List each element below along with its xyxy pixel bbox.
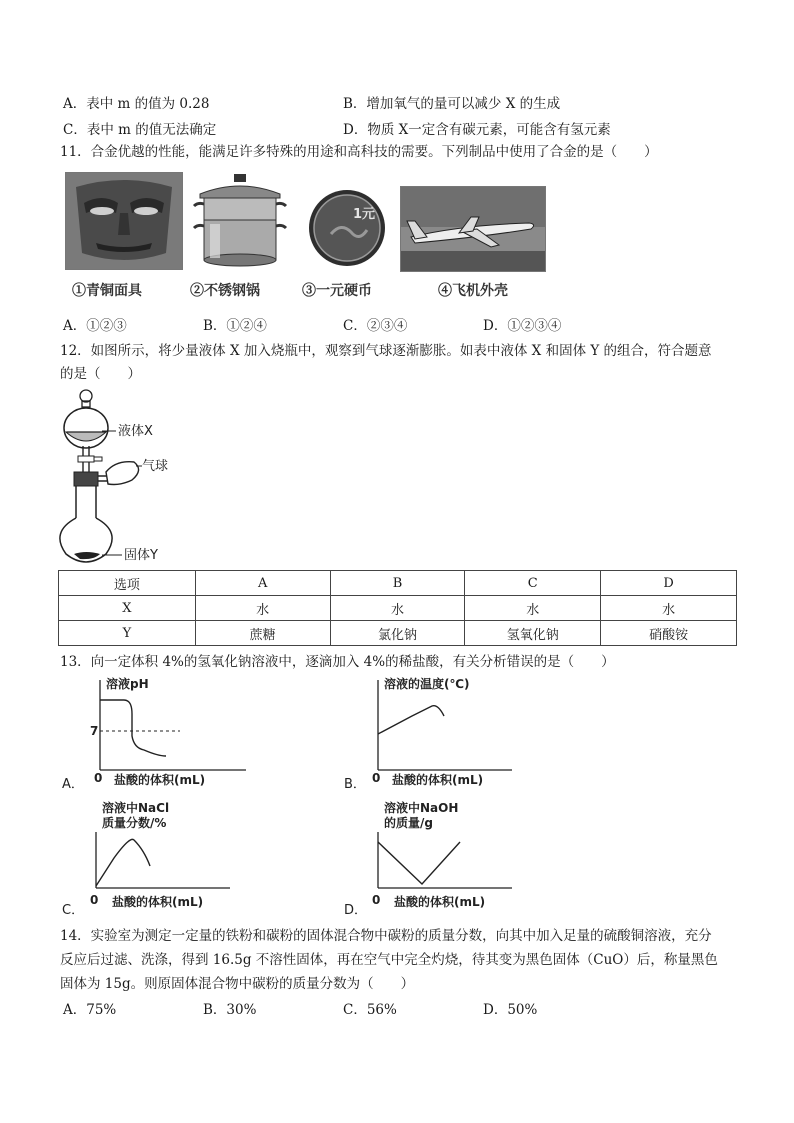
- table-cell: 水: [330, 596, 465, 621]
- q12-stem-line1: 12．如图所示，将少量液体 X 加入烧瓶中，观察到气球逐渐膨胀。如表中液体 X 和固体 Y 的组合，符合题意: [60, 343, 712, 359]
- steel-pot-photo: [190, 172, 290, 272]
- q11-caption-1: ①青铜面具: [72, 283, 142, 299]
- graph-a-xlabel: 盐酸的体积(mL): [114, 773, 206, 787]
- graph-c-ylabel-1: 溶液中NaCl: [102, 801, 170, 815]
- q10-option-a: A．表中 m 的值为 0.28: [63, 96, 210, 112]
- q11-option-d: D．①②③④: [483, 318, 562, 334]
- q13-stem: 13．向一定体积 4%的氢氧化钠溶液中，逐滴加入 4%的稀盐酸，有关分析错误的是（ ）: [60, 654, 615, 670]
- table-cell: 硝酸铵: [601, 621, 737, 646]
- table-cell: D: [601, 571, 737, 596]
- graph-a-mark-7: 7: [90, 724, 99, 738]
- graph-d-naoh-mass: [340, 796, 540, 918]
- table-cell: A: [195, 571, 330, 596]
- solid-y-label: 固体Y: [124, 548, 158, 563]
- q10-option-c: C．表中 m 的值无法确定: [63, 122, 217, 138]
- table-cell: C: [465, 571, 601, 596]
- bronze-mask-photo: [65, 172, 183, 270]
- graph-c-origin: 0: [90, 893, 99, 907]
- table-cell: X: [59, 596, 196, 621]
- q14-line1: 14．实验室为测定一定量的铁粉和碳粉的固体混合物中碳粉的质量分数，向其中加入足量的硫酸铜溶液，充分: [60, 928, 712, 944]
- q11-caption-3: ③一元硬币: [302, 283, 372, 299]
- q14-option-b: B．30%: [203, 1002, 257, 1018]
- graph-c-xlabel: 盐酸的体积(mL): [112, 895, 204, 909]
- graph-b-temperature: [340, 672, 540, 790]
- graph-b-letter: B．: [344, 777, 366, 790]
- graph-b-origin: 0: [372, 771, 381, 785]
- airplane-photo: [400, 186, 546, 272]
- table-cell: Y: [59, 621, 196, 646]
- q12-stem-line2: 的是（ ）: [60, 366, 141, 382]
- q14-option-c: C．56%: [343, 1002, 397, 1018]
- graph-b-ylabel: 溶液的温度(℃): [384, 677, 470, 691]
- graph-d-xlabel: 盐酸的体积(mL): [394, 895, 486, 909]
- coin-image: [305, 186, 389, 270]
- flask-apparatus-diagram: [58, 386, 208, 568]
- table-row: [59, 621, 737, 646]
- table-cell: 蔗糖: [195, 621, 330, 646]
- bronze-mask-image: [66, 173, 182, 269]
- graph-c-nacl-fraction: [58, 796, 258, 918]
- balloon-label: 气球: [142, 459, 169, 474]
- coin-photo: [305, 186, 389, 270]
- table-cell: 水: [195, 596, 330, 621]
- table-cell: 选项: [59, 571, 196, 596]
- q11-option-a: A．①②③: [63, 318, 127, 334]
- table-row: [59, 596, 737, 621]
- graph-c-letter: C．: [62, 903, 85, 918]
- q11-option-b: B．①②④: [203, 318, 267, 334]
- table-cell: 水: [465, 596, 601, 621]
- q14-option-d: D．50%: [483, 1002, 538, 1018]
- q14-line2: 反应后过滤、洗涤，得到 16.5g 不溶性固体，再在空气中完全灼烧，待其变为黑色固体（CuO）后，称量黑色: [60, 952, 718, 968]
- q14-option-a: A．75%: [63, 1002, 117, 1018]
- table-header-row: [59, 571, 737, 596]
- liquid-x-label: 液体X: [118, 424, 153, 439]
- q10-option-b: B．增加氧气的量可以减少 X 的生成: [343, 96, 561, 112]
- airplane-image: [401, 187, 545, 271]
- coin-label: 1元: [353, 207, 376, 222]
- q12-choice-table: [58, 570, 737, 646]
- q11-stem: 11．合金优越的性能，能满足许多特殊的用途和高科技的需要。下列制品中使用了合金的是（ ）: [60, 144, 658, 160]
- steel-pot-image: [190, 172, 290, 272]
- q11-caption-4: ④飞机外壳: [438, 283, 508, 299]
- graph-a-origin: 0: [94, 771, 103, 785]
- graph-d-ylabel-1: 溶液中NaOH: [384, 801, 459, 815]
- q10-option-d: D．物质 X一定含有碳元素，可能含有氢元素: [343, 122, 611, 138]
- q14-line3: 固体为 15g。则原固体混合物中碳粉的质量分数为（ ）: [60, 976, 415, 992]
- table-cell: B: [330, 571, 465, 596]
- table-cell: 氢氧化钠: [465, 621, 601, 646]
- graph-b-xlabel: 盐酸的体积(mL): [392, 773, 484, 787]
- table-cell: 水: [601, 596, 737, 621]
- q11-caption-2: ②不锈钢锅: [190, 283, 260, 299]
- graph-d-origin: 0: [372, 893, 381, 907]
- graph-a-ylabel: 溶液pH: [106, 677, 149, 691]
- graph-d-letter: D．: [344, 903, 368, 918]
- table-cell: 氯化钠: [330, 621, 465, 646]
- graph-d-ylabel-2: 的质量/g: [384, 816, 433, 830]
- graph-a-letter: A．: [62, 777, 84, 790]
- q11-option-c: C．②③④: [343, 318, 408, 334]
- graph-a-ph: [58, 672, 258, 790]
- graph-c-ylabel-2: 质量分数/%: [102, 816, 167, 830]
